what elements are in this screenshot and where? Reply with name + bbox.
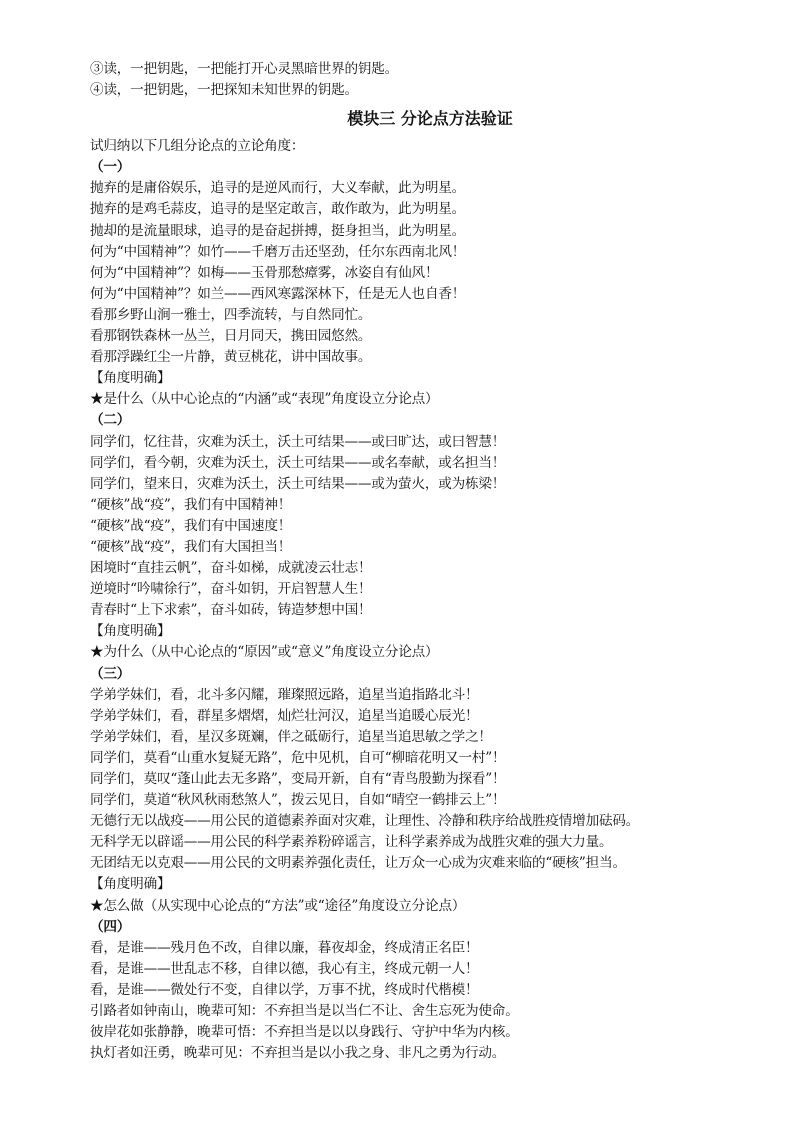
text-line: 学弟学妹们，看，群星多熠熠，灿烂壮河汉，追星当追暖心辰光！ (90, 707, 479, 724)
text-line: 何为“中国精神”？如兰——西风寒露深林下，任是无人也自香！ (90, 285, 466, 302)
text-line: ④读，一把钥匙，一把探知未知世界的钥匙。 (90, 82, 358, 99)
text-line: 抛弃的是鸡毛蒜皮，追寻的是坚定敢言，敢作敢为，此为明星。 (90, 201, 466, 218)
text-line: 同学们，莫道“秋风秋雨愁煞人”，拨云见日，自如“晴空一鹤排云上”！ (90, 792, 506, 809)
angle-note: ★怎么做（从实现中心论点的“方法”或“途径”角度设立分论点） (90, 897, 466, 914)
text-line: 执灯者如汪勇，晚辈可见：不弃担当是以小我之身、非凡之勇为行动。 (90, 1045, 506, 1062)
text-line: 无团结无以克艰——用公民的文明素养强化责任，让万众一心成为灾难来临的“硬核”担当。 (90, 855, 626, 872)
text-line: 何为“中国精神”？如竹——千磨万击还坚劲，任尔东西南北风！ (90, 243, 466, 260)
angle-tag: 【角度明确】 (90, 623, 171, 640)
text-line: 无德行无以战疫——用公民的道德素养面对灾难，让理性、冷静和秩序给战胜疫情增加砝码。 (90, 813, 640, 830)
text-line: 学弟学妹们，看，星汉多斑斓，伴之砥砺行，追星当追思敏之学之！ (90, 728, 492, 745)
text-line: 看，是谁——微处行不变，自律以学，万事不扰，终成时代楷模！ (90, 981, 479, 998)
document-body (90, 59, 770, 1064)
text-line: 困境时“直挂云帆”，奋斗如梯，成就凌云壮志！ (90, 560, 372, 577)
text-line: 何为“中国精神”？如梅——玉骨那愁瘴雾，冰姿自有仙风！ (90, 264, 439, 281)
angle-note: ★为什么（从中心论点的“原因”或“意义”角度设立分论点） (90, 644, 439, 661)
text-line: 看那乡野山涧一雅士，四季流转，与自然同忙。 (90, 306, 372, 323)
text-line: 抛弃的是庸俗娱乐，追寻的是逆风而行，大义奉献，此为明星。 (90, 180, 466, 197)
text-line: 引路者如钟南山，晚辈可知：不弃担当是以当仁不让、舍生忘死为使命。 (90, 1003, 519, 1020)
text-line: 彼岸花如张静静，晚辈可悟：不弃担当是以以身践行、守护中华为内核。 (90, 1024, 519, 1041)
text-line: 同学们，望来日，灾难为沃土，沃土可结果——或为萤火，或为栋梁！ (90, 475, 506, 492)
angle-note: ★是什么（从中心论点的“内涵”或“表现”角度设立分论点） (90, 391, 439, 408)
text-line: 看，是谁——世乱志不移，自律以德，我心有主，终成元朝一人！ (90, 960, 479, 977)
text-line: 同学们，莫叹“蓬山此去无多路”，变局开新，自有“青鸟殷勤为探看”！ (90, 771, 506, 787)
text-line: 同学们，莫看“山重水复疑无路”，危中见机，自可“柳暗花明又一村”！ (90, 749, 506, 766)
module-title: 模块三 分论点方法验证 (347, 109, 513, 129)
text-line: 看，是谁——残月色不改，自律以廉，暮夜却金，终成清正名臣！ (90, 939, 479, 956)
group-label: （四） (90, 918, 131, 935)
intro-text: 试归纳以下几组分论点的立论角度： (90, 138, 305, 155)
text-line: 看那钢铁森林一丛兰，日月同天，携田园悠然。 (90, 328, 372, 345)
text-line: ③读，一把钥匙，一把能打开心灵黑暗世界的钥匙。 (90, 61, 399, 77)
text-line: 看那浮躁红尘一片静，黄豆桃花，讲中国故事。 (90, 349, 372, 366)
angle-tag: 【角度明确】 (90, 370, 171, 387)
text-line: “硬核”战“疫”，我们有中国速度！ (90, 517, 292, 534)
text-line: “硬核”战“疫”，我们有大国担当！ (90, 538, 292, 555)
text-line: 同学们，忆往昔，灾难为沃土，沃土可结果——或曰旷达，或曰智慧！ (90, 433, 506, 450)
angle-tag: 【角度明确】 (90, 876, 171, 893)
group-label: （三） (90, 665, 131, 682)
text-line: 逆境时“吟啸徐行”，奋斗如钥，开启智慧人生！ (90, 581, 372, 598)
text-line: 抛却的是流量眼球，追寻的是奋起拼搏，挺身担当，此为明星。 (90, 222, 466, 239)
text-line: “硬核”战“疫”，我们有中国精神！ (90, 496, 292, 513)
text-line: 学弟学妹们，看，北斗多闪耀，璀璨照远路，追星当追指路北斗！ (90, 686, 479, 703)
text-line: 无科学无以辟谣——用公民的科学素养粉碎谣言，让科学素养成为战胜灾难的强大力量。 (90, 834, 613, 851)
text-line: 青春时“上下求索”，奋斗如砖，铸造梦想中国！ (90, 602, 372, 619)
text-line: 同学们，看今朝，灾难为沃土，沃土可结果——或名奉献，或名担当！ (90, 454, 506, 471)
group-label: （一） (90, 159, 131, 176)
group-label: （二） (90, 412, 131, 429)
